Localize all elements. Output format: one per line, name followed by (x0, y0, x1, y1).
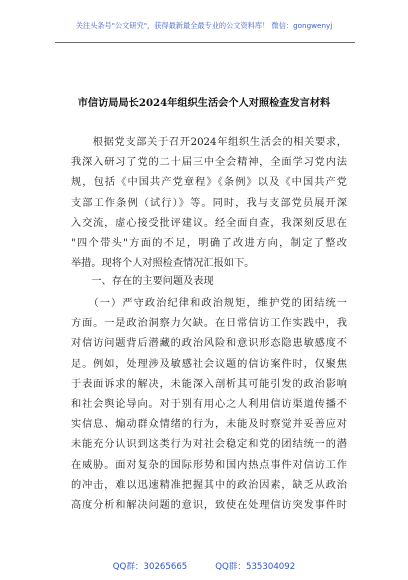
intro-line: 根据党支部关于召开2024年组织生活会的相关要求， (71, 137, 347, 148)
body-line: 高度分析和解决问题的意识，致使在处理信访突发事件时 (71, 499, 347, 511)
intro-line: 支部工作条例（试行）》等。同时，我与支部党员展开深 (71, 197, 347, 209)
body-line: 和社会舆论导向。对于别有用心之人利用信访渠道传播不 (71, 398, 347, 410)
body-line: 实信息、煽动群众情绪的行为，未能及时察觉并妥善应对 (71, 419, 347, 431)
intro-paragraph (71, 133, 347, 274)
body-line: 足。例如，处理涉及敏感社会议题的信访案件时，仅聚焦 (71, 358, 347, 370)
section-paragraph (71, 294, 347, 516)
intro-line: 入交流，虚心接受批评建议。经全面自查，我深刻反思在 (71, 217, 347, 229)
body-line: 对信访问题背后潜藏的政治风险和意识形态隐患敏感度不 (71, 338, 347, 350)
qq-group-2: QQ群：535304092 (215, 562, 296, 572)
body-line: 方面。一是政治洞察力欠缺。在日常信访工作实践中，我 (71, 318, 347, 330)
section-heading: 一、存在的主要问题及表现 (71, 276, 214, 287)
intro-line: 我深入研习了党的二十届三中全会精神，全面学习党内法 (71, 157, 347, 169)
qq-group-1: QQ群：30265665 (112, 562, 188, 572)
intro-line: 举措。现将个人对照检查情况汇报如下。 (71, 258, 255, 270)
document-title: 市信访局局长2024年组织生活会个人对照检查发言材料 (77, 97, 331, 109)
footer-contacts (0, 560, 408, 572)
header-notice: 关注头条号"公文研究"，获得最新最全最专业的公文资料库！ 微信：gongwenyj (75, 21, 333, 30)
body-line: 的冲击，难以迅速精准把握其中的政治因素，缺乏从政治 (71, 479, 347, 491)
body-line: 于表面诉求的解决，未能深入剖析其可能引发的政治影响 (71, 378, 347, 390)
body-line: 未能充分认识到这类行为对社会稳定和党的团结统一的潜 (71, 439, 347, 451)
intro-line: 规，包括《中国共产党章程》《条例》以及《中国共产党 (71, 177, 347, 189)
intro-line: "四个带头"方面的不足，明确了改进方向，制定了整改 (71, 237, 347, 249)
body-line: 在威胁。面对复杂的国际形势和国内热点事件对信访工作 (71, 459, 347, 471)
body-line: （一）严守政治纪律和政治规矩，维护党的团结统一 (71, 298, 347, 309)
header-divider (55, 42, 355, 43)
